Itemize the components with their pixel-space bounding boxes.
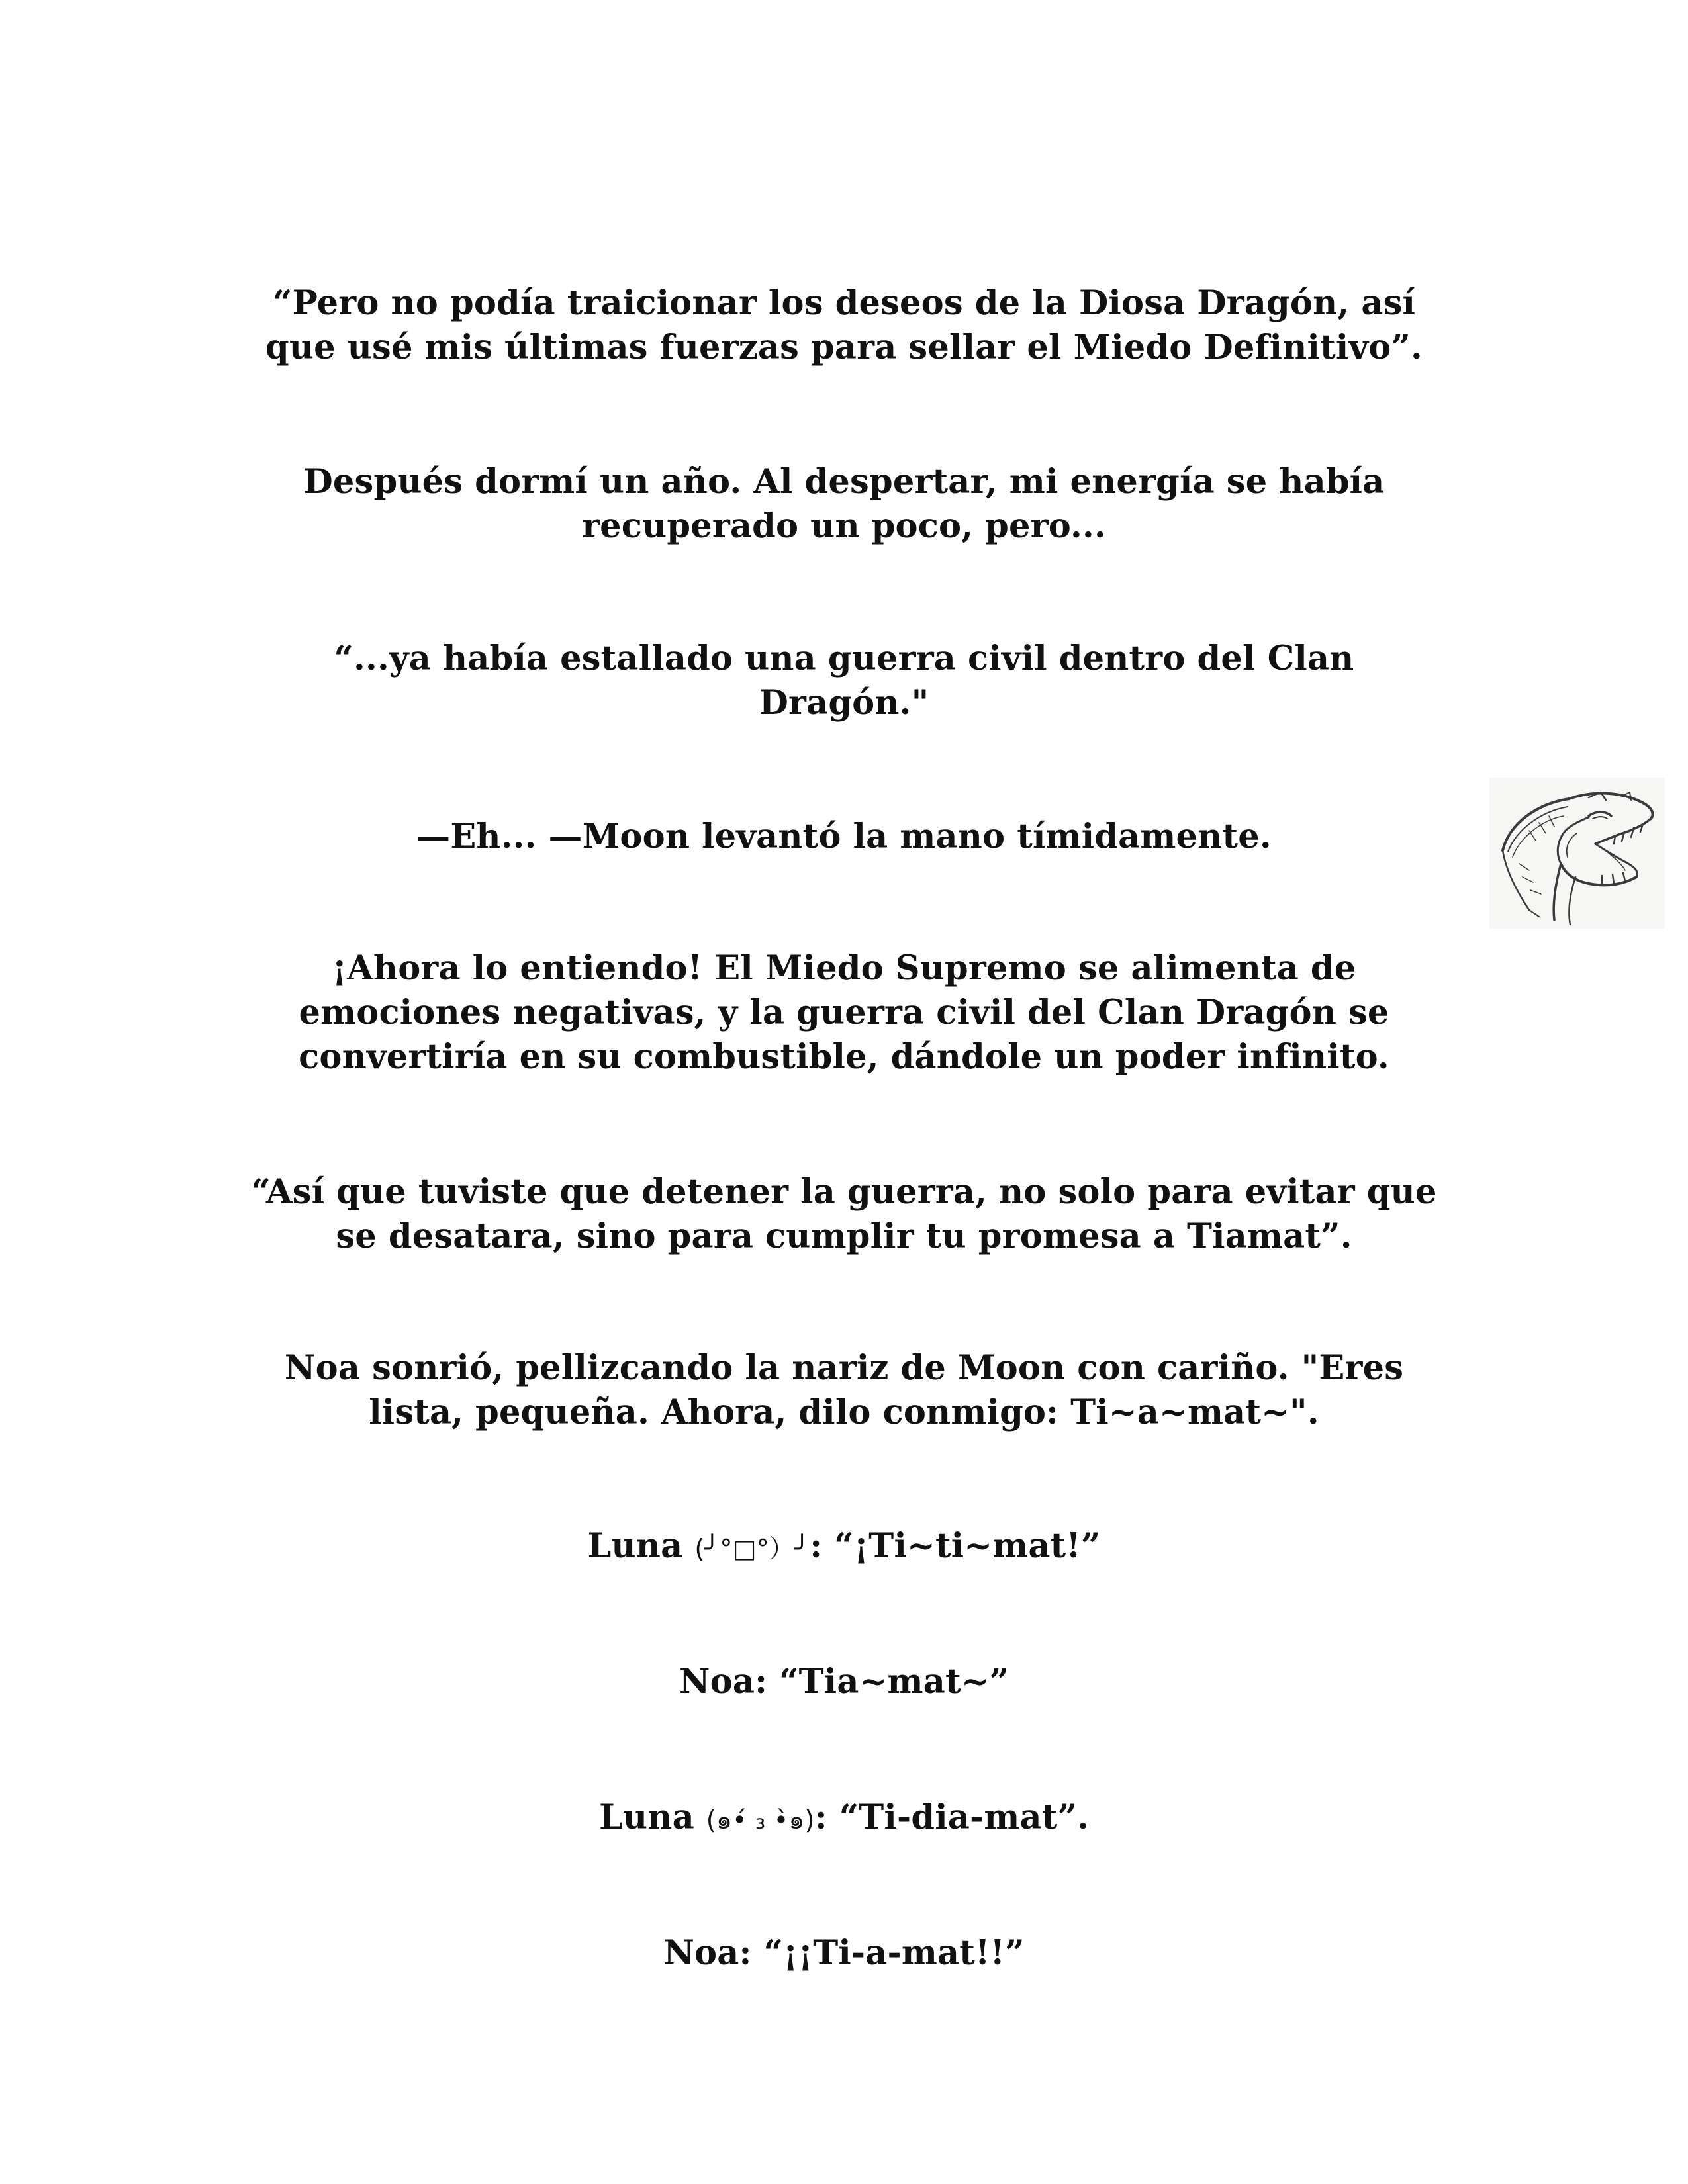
paragraph-line: emociones negativas, y la guerra civil del Clan Dragón se	[299, 993, 1389, 1032]
paragraph-line: Noa sonrió, pellizcando la nariz de Moon con cariño. "Eres	[284, 1348, 1404, 1388]
paragraph-line: “...ya había estallado una guerra civil dentro del Clan	[334, 639, 1354, 678]
spoken-text: : “¡Ti~ti~mat!”	[810, 1526, 1101, 1566]
emoticon: (╯°□°）╯	[694, 1534, 810, 1563]
speaker-name: Luna	[598, 1797, 694, 1837]
dialogue-line-2	[199, 1660, 1489, 1704]
paragraph-line: Después dormí un año. Al despertar, mi energía se había	[303, 462, 1385, 502]
spoken-text: : “¡¡Ti-a-mat!!”	[739, 1933, 1025, 1973]
paragraph-line: que usé mis últimas fuerzas para sellar el Miedo Definitivo”.	[265, 328, 1423, 367]
paragraph-line: se desatara, sino para cumplir tu promesa a Tiamat”.	[336, 1216, 1352, 1256]
paragraph-line: “Así que tuviste que detener la guerra, no solo para evitar que	[251, 1172, 1437, 1212]
paragraph-line: Dragón."	[759, 683, 929, 723]
paragraph-7	[199, 1346, 1489, 1435]
speaker-name: Luna	[587, 1526, 683, 1566]
paragraph-5	[199, 946, 1489, 1079]
dialogue-text	[199, 1524, 1489, 1571]
emoticon: (๑•́ ₃ •̀๑)	[706, 1805, 815, 1835]
paragraph-line: lista, pequeña. Ahora, dilo conmigo: Ti~a~mat~".	[369, 1392, 1319, 1432]
dragon-head-sketch-icon	[1489, 778, 1665, 929]
paragraph-line: convertiría en su combustible, dándole un poder infinito.	[299, 1037, 1389, 1077]
paragraph-2	[199, 460, 1489, 549]
dialogue-text	[199, 1931, 1489, 1976]
spoken-text: : “Tia~mat~”	[755, 1662, 1009, 1702]
paragraph-line: —Eh... —Moon levantó la mano tímidamente.	[416, 817, 1272, 856]
dialogue-line-4	[199, 1931, 1489, 1976]
dialogue-line-3	[199, 1796, 1489, 1843]
dialogue-line-1	[199, 1524, 1489, 1571]
paragraph-line: “Pero no podía traicionar los deseos de la Diosa Dragón, así	[272, 283, 1416, 323]
paragraph-line: recuperado un poco, pero...	[582, 506, 1106, 546]
paragraph-3	[199, 637, 1489, 725]
paragraph-4	[199, 815, 1489, 859]
speaker-name: Noa	[679, 1662, 755, 1702]
paragraph-6	[199, 1170, 1489, 1259]
speaker-name: Noa	[663, 1933, 739, 1973]
dialogue-text	[199, 1660, 1489, 1704]
spoken-text: : “Ti-dia-mat”.	[814, 1797, 1090, 1837]
dialogue-text	[199, 1796, 1489, 1843]
paragraph-1	[199, 281, 1489, 370]
paragraph-line: ¡Ahora lo entiendo! El Miedo Supremo se alimenta de	[332, 948, 1356, 988]
